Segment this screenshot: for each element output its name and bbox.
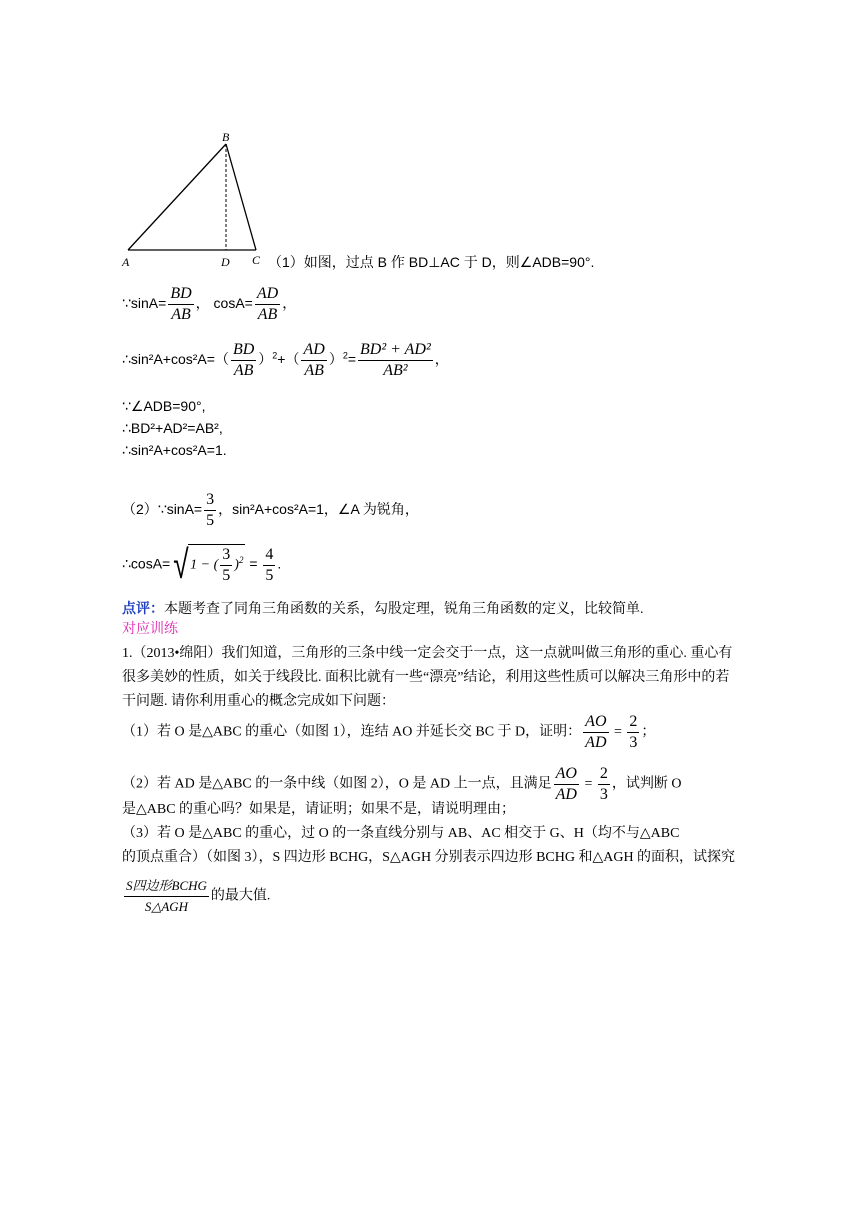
problem-q3b: 的顶点重合）（如图 3），S 四边形 BCHG，S△AGH 分别表示四边形 BCHG 和△AGH 的面积，试探究 bbox=[122, 850, 736, 865]
frac-AD-AB-2: $\frac{AD}{AB}$ bbox=[303, 341, 325, 379]
problem-intro: 1.（2013•绵阳）我们知道，三角形的三条中线一定会交于一点，这一点就叫做三角形的重心. 重心有很多美妙的性质，如关于线段比. 面积比就有一些“漂亮”结论，利用这些性质可以解决三角形中的若干问题. 请你利用重心的概念完成如下问题： bbox=[122, 646, 733, 709]
part1-intro: （1）如图，过点 B 作 BD⊥AC 于 D，则∠ADB=90°. bbox=[268, 254, 595, 270]
part1-sin-cos-line: ∵sinA= $\frac{BD}{AB}$ ， cosA= $\frac{AD}{AB}$ ， bbox=[122, 285, 297, 323]
label-A: A bbox=[122, 255, 130, 269]
problem-q1: （1）若 O 是△ABC 的重心（如图 1），连结 AO 并延长交 BC 于 D，证明： $\frac{AO}{AD}$ = $\frac{2}{3}$ ； bbox=[122, 713, 656, 751]
part1-result-line: ∴sin²A+cos²A=1. bbox=[122, 442, 227, 458]
problem-q3a: （3）若 O 是△ABC 的重心，过 O 的一条直线分别与 AB、AC 相交于 G、H（均不与△ABC bbox=[122, 826, 680, 841]
label-B: B bbox=[222, 130, 230, 144]
part1-pyth-line: ∴BD²+AD²=AB², bbox=[122, 420, 223, 436]
sqrt-body: 1 − ( $\frac{3}{5}$ )$^2$ bbox=[190, 546, 244, 584]
sqrt-sign: √ bbox=[173, 543, 189, 587]
comment-line bbox=[122, 598, 644, 620]
part1-sum-line: ∴sin²A+cos²A=（ $\frac{BD}{AB}$ ）$^2$+（ $\frac{AD}{AB}$ ）$^2$= $\frac{\text{BD² + AD²}}{\text{AB²}}$ ， bbox=[122, 341, 449, 379]
part2-cos-line: ∴cosA=√1 − ( $\frac{3}{5}$ )$^2$ = $\frac{4}{5}$ . bbox=[122, 543, 282, 587]
problem-q2: （2）若 AD 是△ABC 的一条中线（如图 2），O 是 AD 上一点，且满足 $\frac{AO}{AD}$ = $\frac{2}{3}$ ，试判断 O bbox=[122, 765, 682, 803]
frac-3-5: $\frac{3}{5}$ bbox=[206, 491, 215, 529]
frac-sum-squares: $\frac{\text{BD² + AD²}}{\text{AB²}}$ bbox=[360, 341, 431, 379]
label-C: C bbox=[252, 253, 261, 267]
frac-2-3-2: $\frac{2}{3}$ bbox=[599, 765, 608, 803]
label-D: D bbox=[221, 255, 230, 269]
frac-AO-AD-2: $\frac{AO}{AD}$ bbox=[555, 765, 577, 803]
frac-4-5: $\frac{4}{5}$ bbox=[265, 545, 274, 584]
triangle-figure bbox=[118, 128, 268, 273]
section-title: 对应训练 bbox=[122, 622, 178, 637]
part1-angle-line: ∵∠ADB=90°, bbox=[122, 398, 206, 414]
frac-AO-AD: $\frac{AO}{AD}$ bbox=[585, 713, 607, 751]
comment-text: 本题考查了同角三角函数的关系，勾股定理，锐角三角函数的定义，比较简单. bbox=[164, 602, 644, 617]
frac-area-ratio: $\frac{\text{S四边形BCHG}}{\text{S△AGH}}$ bbox=[126, 878, 207, 914]
part2-sin-line: （2）∵sinA= $\frac{3}{5}$ ，sin²A+cos²A=1，∠A 为锐角， bbox=[122, 491, 419, 529]
frac-BD-AB: $\frac{BD}{AB}$ bbox=[170, 285, 192, 323]
frac-2-3: $\frac{2}{3}$ bbox=[629, 713, 638, 751]
side-BC bbox=[226, 144, 256, 250]
frac-AD-AB: $\frac{AD}{AB}$ bbox=[256, 285, 279, 323]
frac-BD-AB-2: $\frac{BD}{AB}$ bbox=[232, 341, 255, 379]
problem-q3-frac-line: $\frac{\text{S四边形BCHG}}{\text{S△AGH}}$ 的最大值. bbox=[122, 876, 270, 917]
problem-q2-cont: 是△ABC 的重心吗？如果是，请证明；如果不是，请说明理由； bbox=[122, 802, 516, 817]
comment-label: 点评： bbox=[122, 600, 164, 616]
side-AB bbox=[128, 144, 226, 250]
